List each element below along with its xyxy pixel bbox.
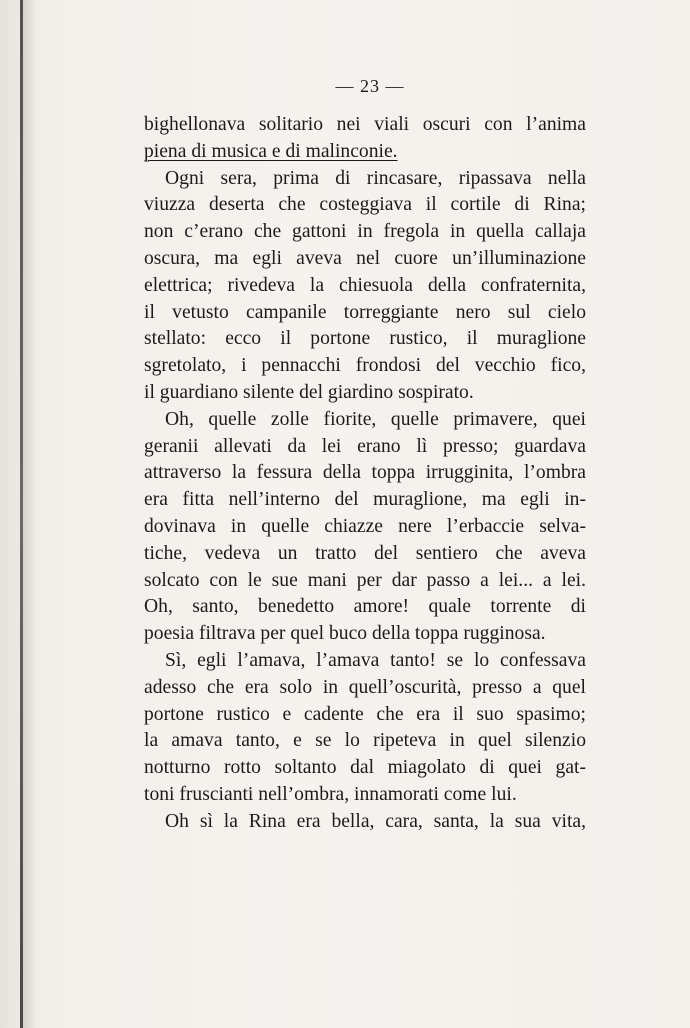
text-line: Oh, santo, benedetto amore! quale torrente di bbox=[144, 596, 586, 618]
text-line: attraverso la fessura della toppa irrugginita, l’ombra bbox=[144, 462, 586, 484]
text-line: Ogni sera, prima di rincasare, ripassava nella bbox=[165, 167, 586, 189]
text-line: adesso che era solo in quell’oscurità, presso a quel bbox=[144, 676, 586, 698]
text-line: stellato: ecco il portone rustico, il muraglione bbox=[144, 328, 586, 350]
page-number: — 23 — bbox=[335, 76, 405, 96]
text-line: toni fruscianti nell’ombra, innamorati come lui. bbox=[144, 783, 517, 805]
text-line: il vetusto campanile torreggiante nero sul cielo bbox=[144, 301, 586, 323]
text-line: Oh sì la Rina era bella, cara, santa, la sua vita, bbox=[165, 810, 586, 832]
text-line: dovinava in quelle chiazze nere l’erbaccie selva- bbox=[144, 515, 586, 537]
text-line: portone rustico e cadente che era il suo spasimo; bbox=[144, 703, 586, 725]
text-line: Sì, egli l’amava, l’amava tanto! se lo confessava bbox=[165, 649, 586, 671]
text-line: era fitta nell’interno del muraglione, ma egli in- bbox=[144, 489, 586, 511]
text-line: piena di musica e di malinconie. bbox=[144, 140, 398, 162]
text-line: viuzza deserta che costeggiava il cortile di Rina; bbox=[144, 194, 586, 216]
text-line: Oh, quelle zolle fiorite, quelle primavere, quei bbox=[165, 408, 586, 430]
text-line: notturno rotto soltanto dal miagolato di quei gat- bbox=[144, 757, 586, 779]
text-line: geranii allevati da lei erano lì presso; guardava bbox=[144, 435, 586, 457]
text-line: poesia filtrava per quel buco della toppa rugginosa. bbox=[144, 623, 546, 645]
text-line: tiche, vedeva un tratto del sentiero che aveva bbox=[144, 542, 586, 564]
text-line: oscura, ma egli aveva nel cuore un’illuminazione bbox=[144, 247, 586, 269]
text-line: solcato con le sue mani per dar passo a lei... a lei. bbox=[144, 569, 586, 591]
text-line: sgretolato, i pennacchi frondosi del vecchio fico, bbox=[144, 355, 586, 377]
body-text bbox=[144, 112, 586, 836]
text-line: elettrica; rivedeva la chiesuola della confraternita, bbox=[144, 274, 586, 296]
text-line: non c’erano che gattoni in fregola in quella callaja bbox=[144, 221, 586, 243]
text-line: bighellonava solitario nei viali oscuri con l’anima bbox=[144, 114, 586, 135]
text-line: il guardiano silente del giardino sospirato. bbox=[144, 381, 474, 403]
text-line: la amava tanto, e se lo ripeteva in quel silenzio bbox=[144, 730, 586, 752]
spine-shadow bbox=[23, 0, 37, 1028]
